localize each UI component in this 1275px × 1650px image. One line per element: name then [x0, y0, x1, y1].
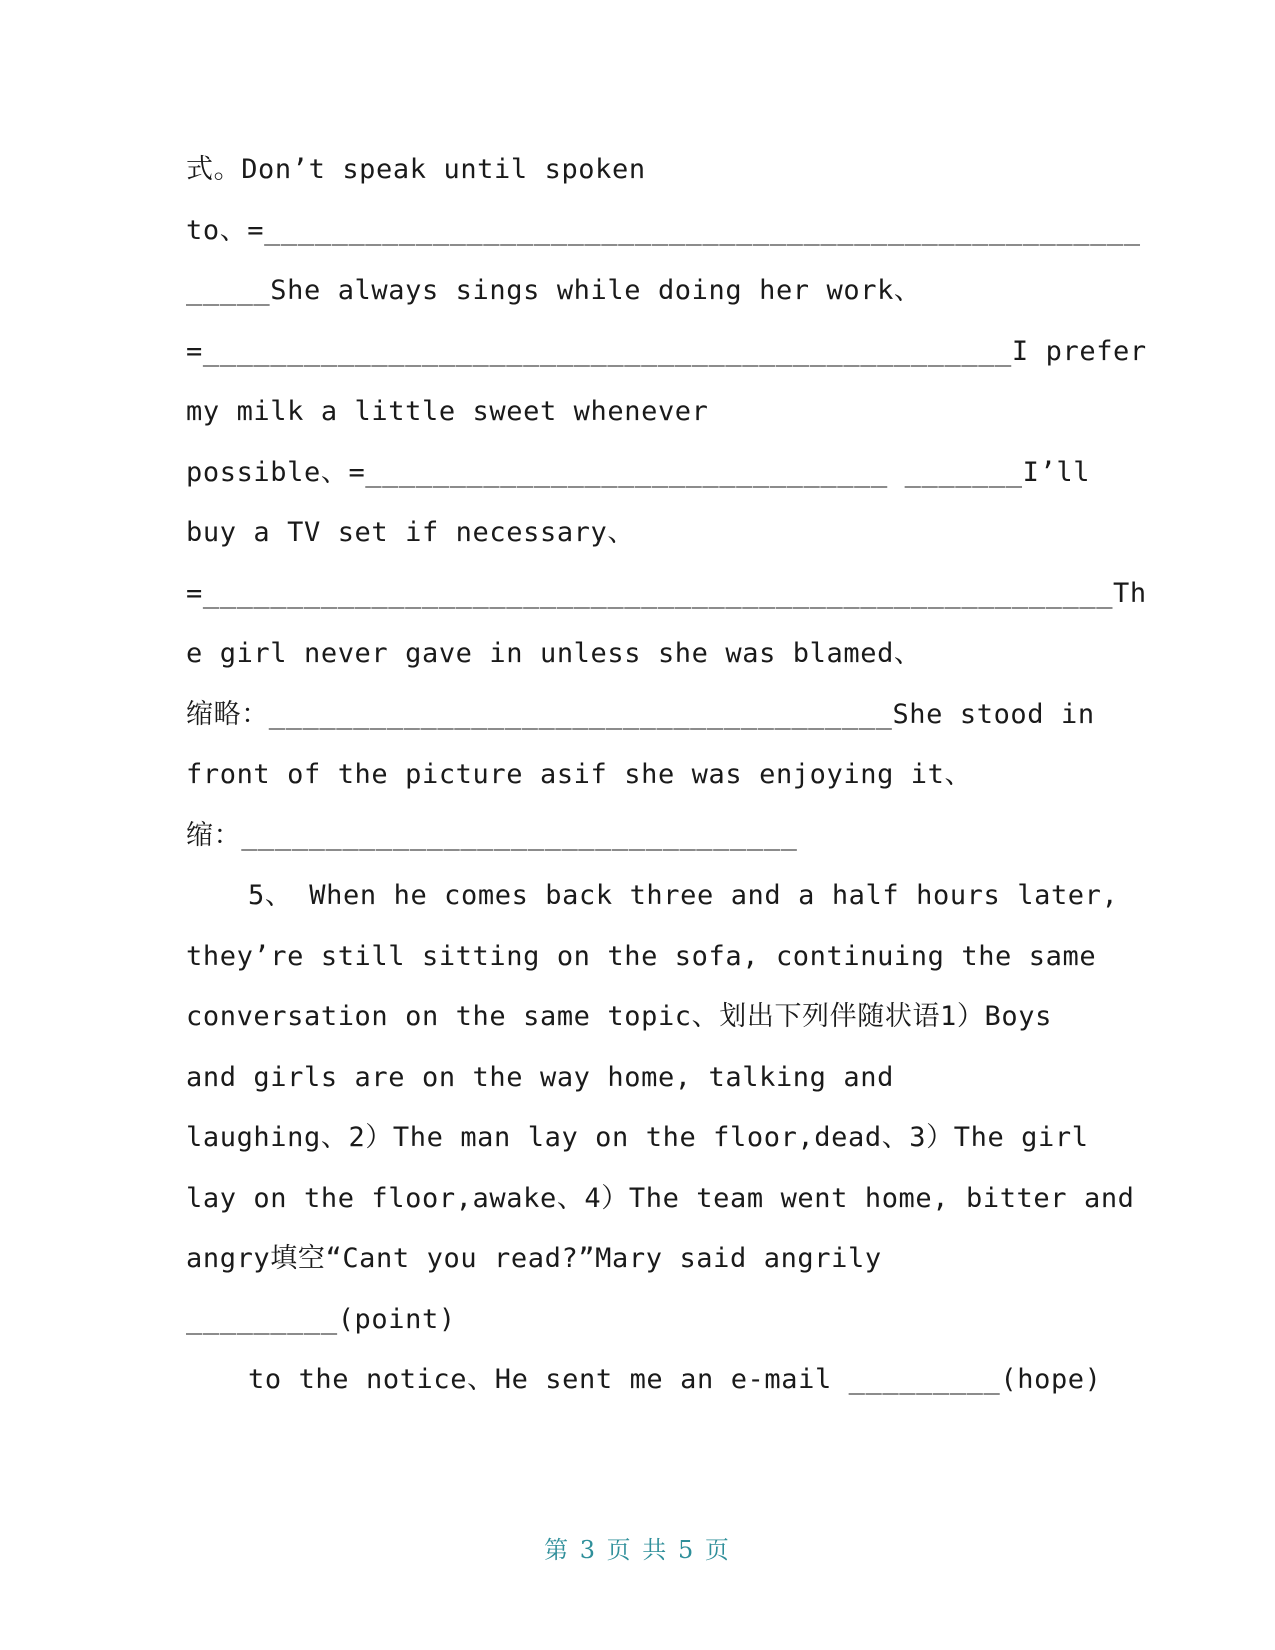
page-footer	[0, 1530, 1275, 1565]
page-number-label: 第 3 页 共 5 页	[544, 1536, 731, 1564]
text-line: =______________________________________________________Th	[186, 577, 1147, 609]
text-line: and girls are on the way home, talking and	[186, 1061, 894, 1093]
text-line: 5、 When he comes back three and a half hours later,	[248, 880, 1119, 911]
text-line: laughing、2）The man lay on the floor,dead、3）The girl	[186, 1122, 1089, 1153]
body-text	[186, 140, 1147, 1411]
text-line: 式。Don’t speak until spoken	[186, 154, 646, 185]
text-line: they’re still sitting on the sofa, continuing the same	[186, 940, 1097, 972]
text-line: _________(point)	[186, 1303, 456, 1335]
text-line: my milk a little sweet whenever	[186, 396, 709, 427]
text-line: 缩略：_____________________________________She stood in	[186, 698, 1095, 730]
text-line: angry填空“Cant you read?”Mary said angrily	[186, 1243, 882, 1274]
text-line: lay on the floor,awake、4）The team went home, bitter and	[186, 1182, 1135, 1214]
text-line: 缩：_________________________________	[186, 819, 798, 851]
text-line: conversation on the same topic、划出下列伴随状语1）Boys	[186, 1001, 1052, 1032]
text-line: buy a TV set if necessary、	[186, 517, 635, 548]
text-line: =________________________________________________I prefer	[186, 335, 1147, 367]
text-line: front of the picture asif she was enjoying it、	[186, 759, 973, 790]
text-line: _____She always sings while doing her work、	[186, 275, 922, 306]
text-line: to、=____________________________________________________	[186, 214, 1141, 246]
text-line: to the notice、He sent me an e-mail _________(hope)	[248, 1364, 1102, 1395]
text-line: possible、=_______________________________ _______I’ll	[186, 456, 1091, 488]
text-line: e girl never gave in unless she was blamed、	[186, 638, 922, 669]
